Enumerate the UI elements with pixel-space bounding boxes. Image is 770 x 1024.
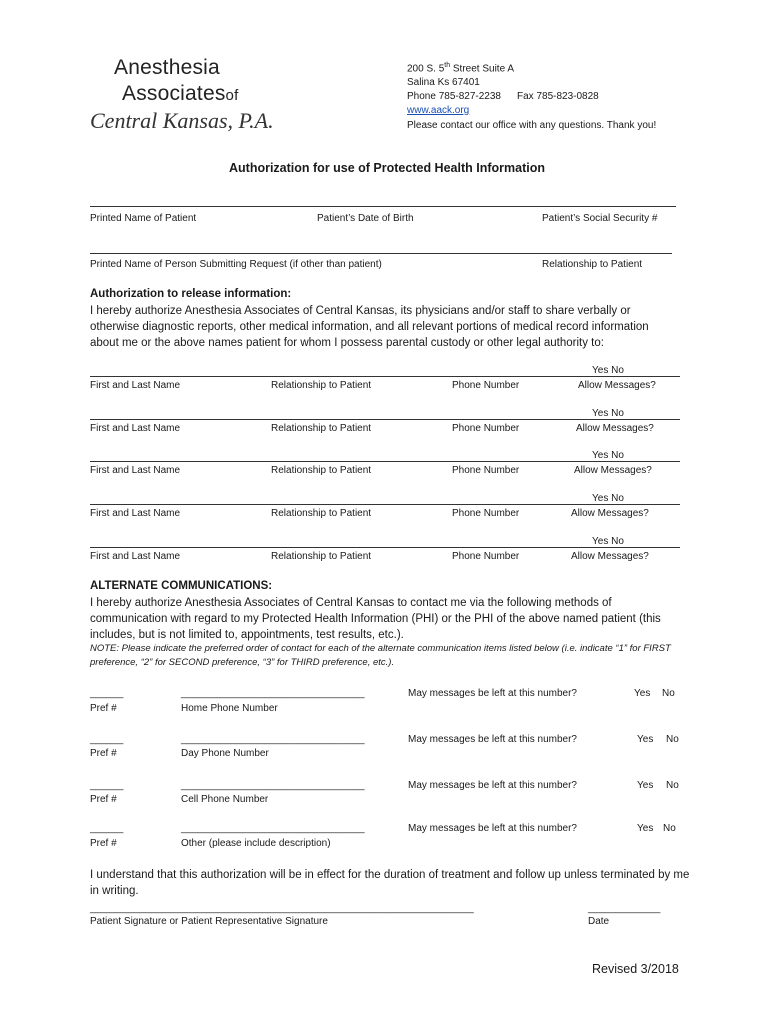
contact-name-label: First and Last Name — [90, 423, 181, 434]
allow-messages-label: Allow Messages? — [574, 465, 652, 476]
yes-option[interactable]: Yes — [634, 688, 651, 699]
contact-relationship-label: Relationship to Patient — [271, 380, 372, 391]
messages-question: May messages be left at this number? — [408, 823, 577, 834]
allow-messages-label: Allow Messages? — [576, 423, 654, 434]
contact-name-label: First and Last Name — [90, 380, 181, 391]
messages-question: May messages be left at this number? — [408, 688, 577, 699]
phone-blank[interactable]: _________________________________ — [181, 780, 365, 791]
address-street: Street Suite A — [450, 63, 515, 75]
pref-label: Pref # — [90, 748, 117, 759]
alternate-note: NOTE: Please indicate the preferred order of contact for each of the alternate communication items listed below (i.e. indicate “1” for FIRST preference, “2” for SECOND preference, “3” for THIRD preference, etc.). — [90, 643, 671, 668]
patient-name-label: Printed Name of Patient — [90, 213, 197, 224]
alternate-heading: ALTERNATE COMMUNICATIONS: — [90, 580, 273, 592]
website-link[interactable]: www.aack.org — [407, 105, 470, 116]
contact-address — [407, 62, 514, 74]
address-number: 200 S. 5 — [407, 63, 445, 75]
patient-dob-label: Patient’s Date of Birth — [317, 213, 414, 224]
home-phone-label: Home Phone Number — [181, 703, 278, 714]
day-phone-label: Day Phone Number — [181, 748, 269, 759]
logo-associates: Associates — [122, 82, 226, 105]
contact-phone-label: Phone Number — [452, 380, 520, 391]
contact-fax: Fax 785-823-0828 — [517, 91, 599, 102]
phone-blank[interactable]: _________________________________ — [181, 734, 365, 745]
allow-messages-label: Allow Messages? — [571, 508, 649, 519]
patient-info-line[interactable] — [90, 206, 676, 207]
release-entry-line[interactable] — [90, 376, 680, 377]
other-contact-label: Other (please include description) — [181, 838, 331, 849]
allow-messages-label: Allow Messages? — [578, 380, 656, 391]
pref-label: Pref # — [90, 794, 117, 805]
contact-phone-label: Phone Number — [452, 551, 520, 562]
yes-no-options[interactable]: Yes No — [592, 493, 624, 504]
release-body: I hereby authorize Anesthesia Associates of Central Kansas, its physicians and/or staff to share verbally or otherwise diagnostic reports, other medical information, and all relevant portions of medical record information about me or the above names patient for whom I possess parental custody or other legal authority to: — [90, 305, 649, 349]
yes-option[interactable]: Yes — [637, 780, 654, 791]
phone-blank[interactable]: _________________________________ — [181, 688, 365, 699]
contact-name-label: First and Last Name — [90, 508, 181, 519]
requester-line[interactable] — [90, 253, 672, 254]
no-option[interactable]: No — [666, 780, 679, 791]
requester-label: Printed Name of Person Submitting Request (if other than patient) — [90, 259, 382, 270]
contact-city: Salina Ks 67401 — [407, 77, 480, 88]
logo-line-1: Anesthesia — [114, 56, 220, 79]
requester-relationship-label: Relationship to Patient — [542, 259, 643, 270]
contact-name-label: First and Last Name — [90, 465, 181, 476]
release-heading: Authorization to release information: — [90, 288, 292, 300]
logo-of: of — [225, 87, 239, 104]
yes-no-options[interactable]: Yes No — [592, 450, 624, 461]
pref-label: Pref # — [90, 838, 117, 849]
contact-phone-label: Phone Number — [452, 423, 520, 434]
alternate-body: I hereby authorize Anesthesia Associates of Central Kansas to contact me via the following methods of communication with regard to my Protected Health Information (PHI) or the PHI of the above named patient (this includes, but is not limited to, appointments, test results, etc.). — [90, 597, 661, 641]
yes-option[interactable]: Yes — [637, 734, 654, 745]
yes-option[interactable]: Yes — [637, 823, 654, 834]
contact-note: Please contact our office with any questions. Thank you! — [407, 120, 657, 131]
cell-phone-label: Cell Phone Number — [181, 794, 269, 805]
pref-blank[interactable]: ______ — [90, 734, 124, 745]
logo-line-2 — [122, 82, 238, 106]
date-label: Date — [588, 916, 610, 927]
allow-messages-label: Allow Messages? — [571, 551, 649, 562]
pref-blank[interactable]: ______ — [90, 823, 124, 834]
yes-no-options[interactable]: Yes No — [592, 365, 624, 376]
no-option[interactable]: No — [663, 823, 676, 834]
no-option[interactable]: No — [662, 688, 675, 699]
phone-blank[interactable]: _________________________________ — [181, 823, 365, 834]
logo-line-3: Central Kansas, P.A. — [90, 108, 274, 133]
pref-label: Pref # — [90, 703, 117, 714]
contact-phone: Phone 785-827-2238 — [407, 91, 501, 102]
date-line[interactable]: _____________ — [588, 903, 661, 914]
signature-line[interactable]: _____________________________________________________________________ — [90, 903, 474, 914]
messages-question: May messages be left at this number? — [408, 780, 577, 791]
release-entry-line[interactable] — [90, 504, 680, 505]
address-sup: th — [444, 62, 451, 69]
page-title: Authorization for use of Protected Health Information — [229, 161, 545, 175]
release-entry-line[interactable] — [90, 547, 680, 548]
yes-no-options[interactable]: Yes No — [592, 536, 624, 547]
signature-label: Patient Signature or Patient Representative Signature — [90, 916, 328, 927]
yes-no-options[interactable]: Yes No — [592, 408, 624, 419]
no-option[interactable]: No — [666, 734, 679, 745]
revised-date: Revised 3/2018 — [592, 962, 679, 976]
messages-question: May messages be left at this number? — [408, 734, 577, 745]
contact-relationship-label: Relationship to Patient — [271, 465, 372, 476]
patient-ssn-label: Patient’s Social Security # — [542, 213, 658, 224]
closing-statement: I understand that this authorization will be in effect for the duration of treatment and follow up unless terminated by me in writing. — [90, 869, 690, 897]
pref-blank[interactable]: ______ — [90, 780, 124, 791]
contact-phone-label: Phone Number — [452, 508, 520, 519]
release-entry-line[interactable] — [90, 461, 680, 462]
pref-blank[interactable]: ______ — [90, 688, 124, 699]
contact-relationship-label: Relationship to Patient — [271, 508, 372, 519]
release-entry-line[interactable] — [90, 419, 680, 420]
contact-phone-label: Phone Number — [452, 465, 520, 476]
contact-relationship-label: Relationship to Patient — [271, 551, 372, 562]
contact-name-label: First and Last Name — [90, 551, 181, 562]
contact-relationship-label: Relationship to Patient — [271, 423, 372, 434]
